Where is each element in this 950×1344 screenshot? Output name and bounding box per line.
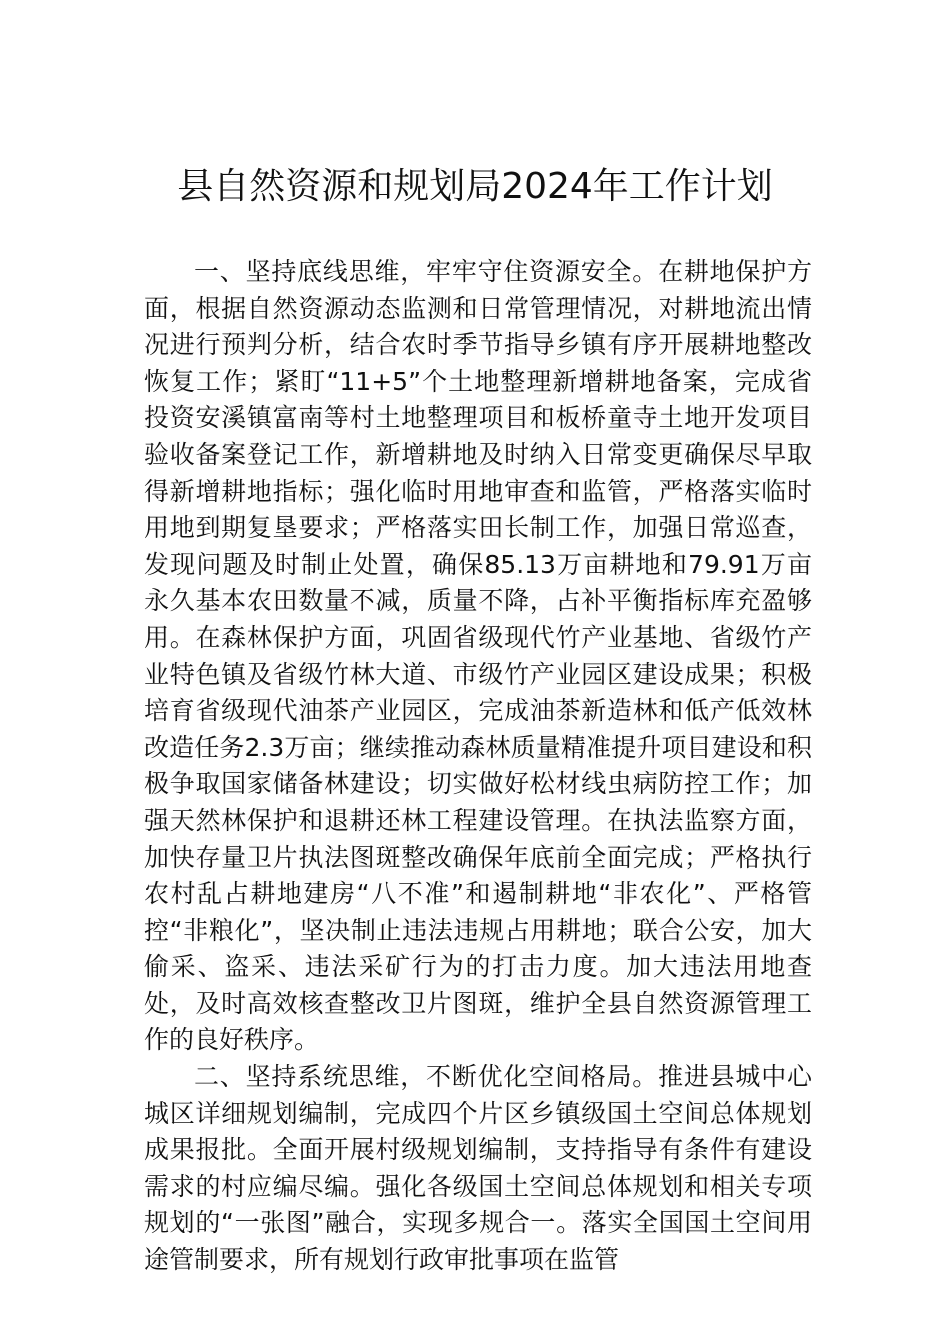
paragraph: 二、坚持系统思维，不断优化空间格局。推进县城中心城区详细规划编制，完成四个片区乡镇级国土空间总体规划成果报批。全面开展村级规划编制，支持指导有条件有建设需求的村应编尽编。强化各级国土空间总体规划和相关专项规划的“一张图”融合，实现多规合一。落实全国国土空间用途管制要求，所有规划行政审批事项在监管: [144, 1062, 812, 1275]
paragraph: 一、坚持底线思维，牢牢守住资源安全。在耕地保护方面，根据自然资源动态监测和日常管理情况，对耕地流出情况进行预判分析，结合农时季节指导乡镇有序开展耕地整改恢复工作；紧盯“11+5”个土地整理新增耕地备案，完成省投资安溪镇富南等村土地整理项目和板桥童寺土地开发项目验收备案登记工作，新增耕地及时纳入日常变更确保尽早取得新增耕地指标；强化临时用地审查和监管，严格落实临时用地到期复垦要求；严格落实田长制工作，加强日常巡查，发现问题及时制止处置，确保85.13万亩耕地和79.91万亩永久基本农田数量不减，质量不降，占补平衡指标库充盈够用。在森林保护方面，巩固省级现代竹产业基地、省级竹产业特色镇及省级竹林大道、市级竹产业园区建设成果；积极培育省级现代油茶产业园区，完成油茶新造林和低产低效林改造任务2.3万亩；继续推动森林质量精准提升项目建设和积极争取国家储备林建设；切实做好松材线虫病防控工作；加强天然林保护和退耕还林工程建设管理。在执法监察方面，加快存量卫片执法图斑整改确保年底前全面完成；严格执行农村乱占耕地建房“八不准”和遏制耕地“非农化”、严格管控“非粮化”，坚决制止违法违规占用耕地；联合公安，加大偷采、盗采、违法采矿行为的打击力度。加大违法用地查处，及时高效核查整改卫片图斑，维护全县自然资源管理工作的良好秩序。: [144, 257, 812, 1055]
document-body: [144, 254, 812, 1279]
document-title: 县自然资源和规划局2024年工作计划: [177, 166, 773, 207]
